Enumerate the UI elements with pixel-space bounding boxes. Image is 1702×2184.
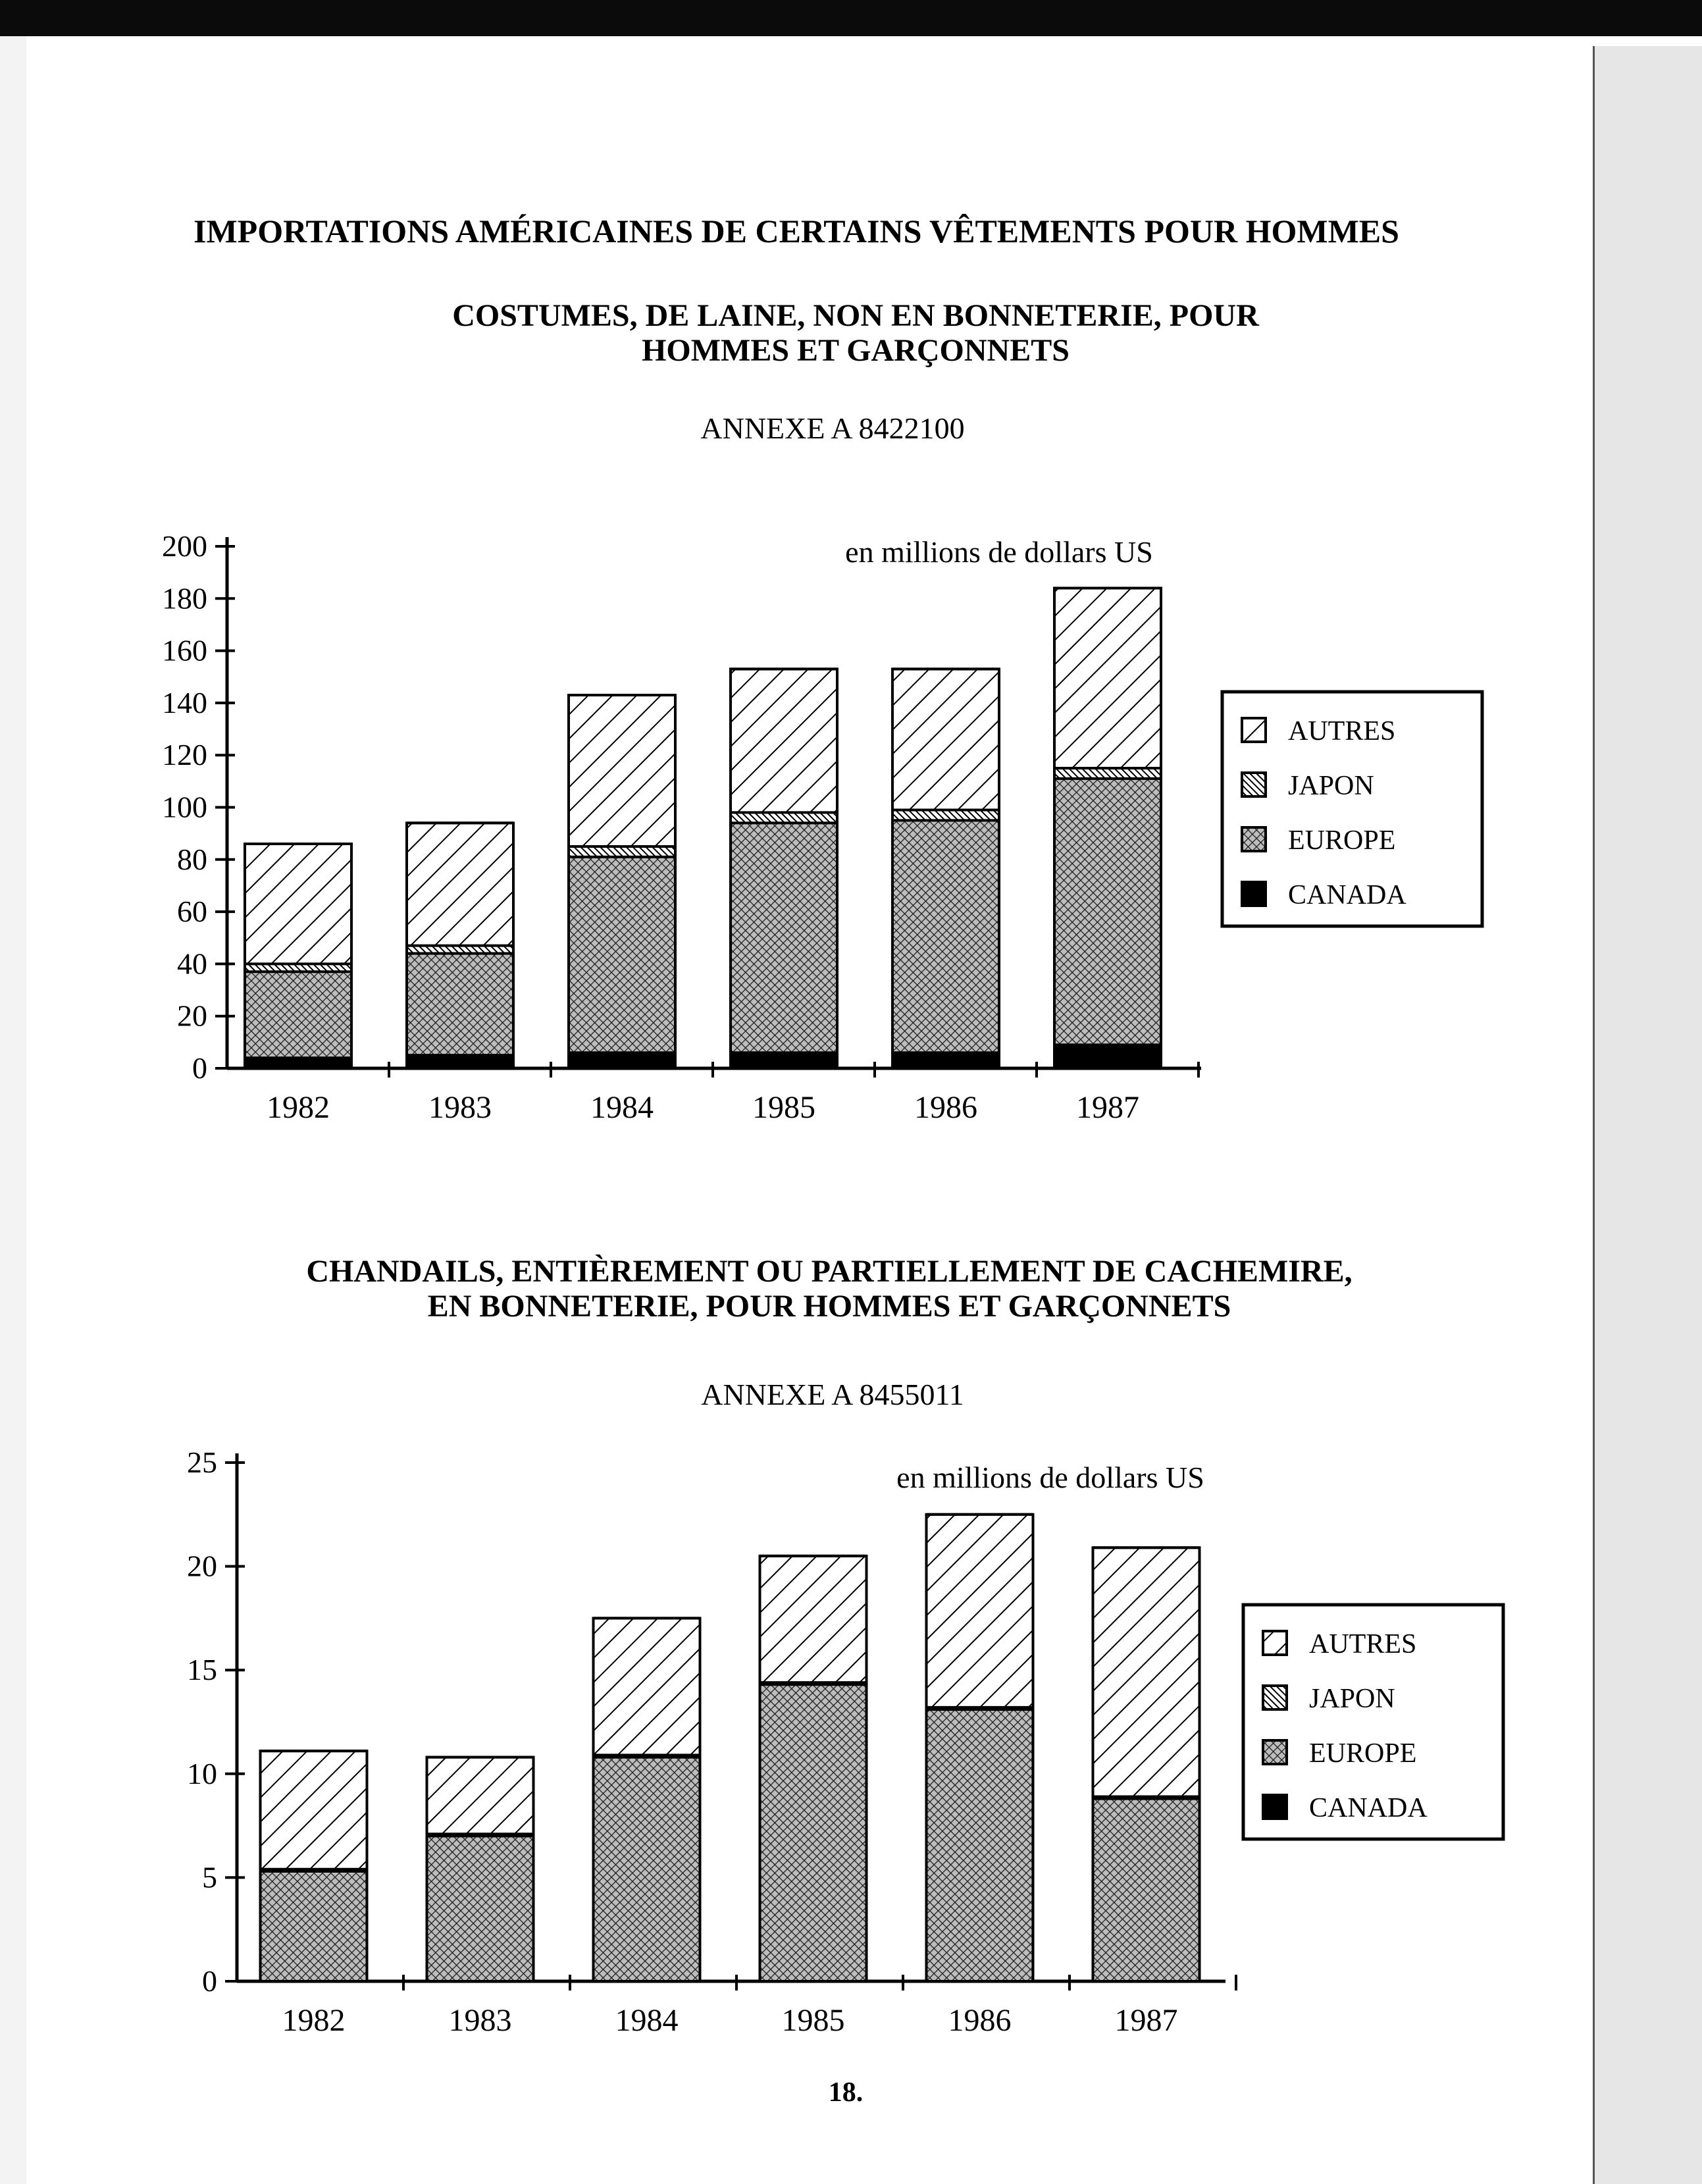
unit-label: en millions de dollars US [896, 1461, 1204, 1494]
bar-segment-autres-1987 [1093, 1547, 1200, 1796]
legend-label-autres: AUTRES [1288, 716, 1396, 746]
legend-label-europe: EUROPE [1309, 1738, 1417, 1769]
bar-segment-europe-1985 [760, 1684, 867, 1981]
chart2-title-line2: EN BONNETERIE, POUR HOMMES ET GARÇONNETS [427, 1289, 1231, 1324]
legend-label-canada: CANADA [1309, 1793, 1428, 1823]
x-tick-label: 1984 [615, 2003, 679, 2038]
x-tick-label: 1983 [428, 1090, 492, 1125]
legend-label-japon: JAPON [1288, 771, 1374, 801]
y-tick-label: 0 [202, 1964, 217, 1998]
legend-swatch-japon [1263, 1686, 1287, 1709]
bar-segment-europe-1982 [261, 1871, 367, 1981]
y-tick-label: 15 [187, 1653, 217, 1687]
page-number: 18. [828, 2077, 864, 2108]
legend-swatch-autres [1263, 1631, 1287, 1655]
x-tick-label: 1983 [448, 2003, 512, 2038]
legend-label-europe: EUROPE [1288, 825, 1396, 856]
y-tick-label: 20 [177, 999, 207, 1033]
y-tick-label: 100 [162, 790, 207, 824]
x-tick-label: 1985 [781, 2003, 845, 2038]
y-tick-label: 20 [187, 1549, 217, 1583]
x-tick-label: 1986 [948, 2003, 1012, 2038]
bar-segment-europe-1987 [1093, 1799, 1200, 1981]
chart2-annex: ANNEXE A 8455011 [701, 1378, 964, 1411]
y-tick-label: 200 [162, 529, 207, 563]
x-tick-label: 1984 [590, 1090, 654, 1125]
bar-segment-autres-1982 [261, 1751, 367, 1869]
x-tick-label: 1987 [1076, 1090, 1139, 1125]
chart2-title-line1: CHANDAILS, ENTIÈREMENT OU PARTIELLEMENT DE CACHEMIRE, [306, 1254, 1353, 1289]
bar-segment-autres-1986 [927, 1515, 1033, 1707]
legend-label-japon: JAPON [1309, 1684, 1395, 1714]
y-tick-label: 60 [177, 895, 207, 929]
legend-swatch-europe [1263, 1740, 1287, 1764]
y-tick-label: 120 [162, 738, 207, 772]
legend-label-canada: CANADA [1288, 880, 1406, 910]
main-title: IMPORTATIONS AMÉRICAINES DE CERTAINS VÊTEMENTS POUR HOMMES [193, 213, 1399, 249]
unit-label: en millions de dollars US [845, 535, 1153, 569]
x-tick-label: 1987 [1114, 2003, 1178, 2038]
chart1-title-line1: COSTUMES, DE LAINE, NON EN BONNETERIE, POUR [452, 298, 1259, 333]
y-tick-label: 40 [177, 947, 207, 981]
x-tick-label: 1982 [282, 2003, 346, 2038]
y-tick-label: 180 [162, 581, 207, 615]
bar-segment-europe-1984 [594, 1757, 700, 1981]
bar-segment-autres-1983 [427, 1757, 534, 1834]
y-tick-label: 10 [187, 1756, 217, 1790]
chart1-annex: ANNEXE A 8422100 [700, 411, 965, 445]
y-tick-label: 140 [162, 685, 207, 719]
x-tick-label: 1985 [752, 1090, 815, 1125]
y-tick-label: 25 [187, 1445, 217, 1479]
y-tick-label: 0 [192, 1051, 207, 1085]
bar-segment-europe-1983 [427, 1836, 534, 1981]
chart1-title-line2: HOMMES ET GARÇONNETS [642, 333, 1070, 368]
x-tick-label: 1986 [914, 1090, 977, 1125]
bar-segment-europe-1986 [927, 1709, 1033, 1981]
y-tick-label: 80 [177, 842, 207, 876]
y-tick-label: 160 [162, 633, 207, 667]
y-tick-label: 5 [202, 1860, 217, 1894]
bar-segment-autres-1985 [760, 1556, 867, 1682]
legend-swatch-canada [1263, 1795, 1287, 1819]
legend-label-autres: AUTRES [1309, 1629, 1417, 1659]
x-tick-label: 1982 [267, 1090, 330, 1125]
bar-segment-autres-1984 [594, 1618, 700, 1755]
